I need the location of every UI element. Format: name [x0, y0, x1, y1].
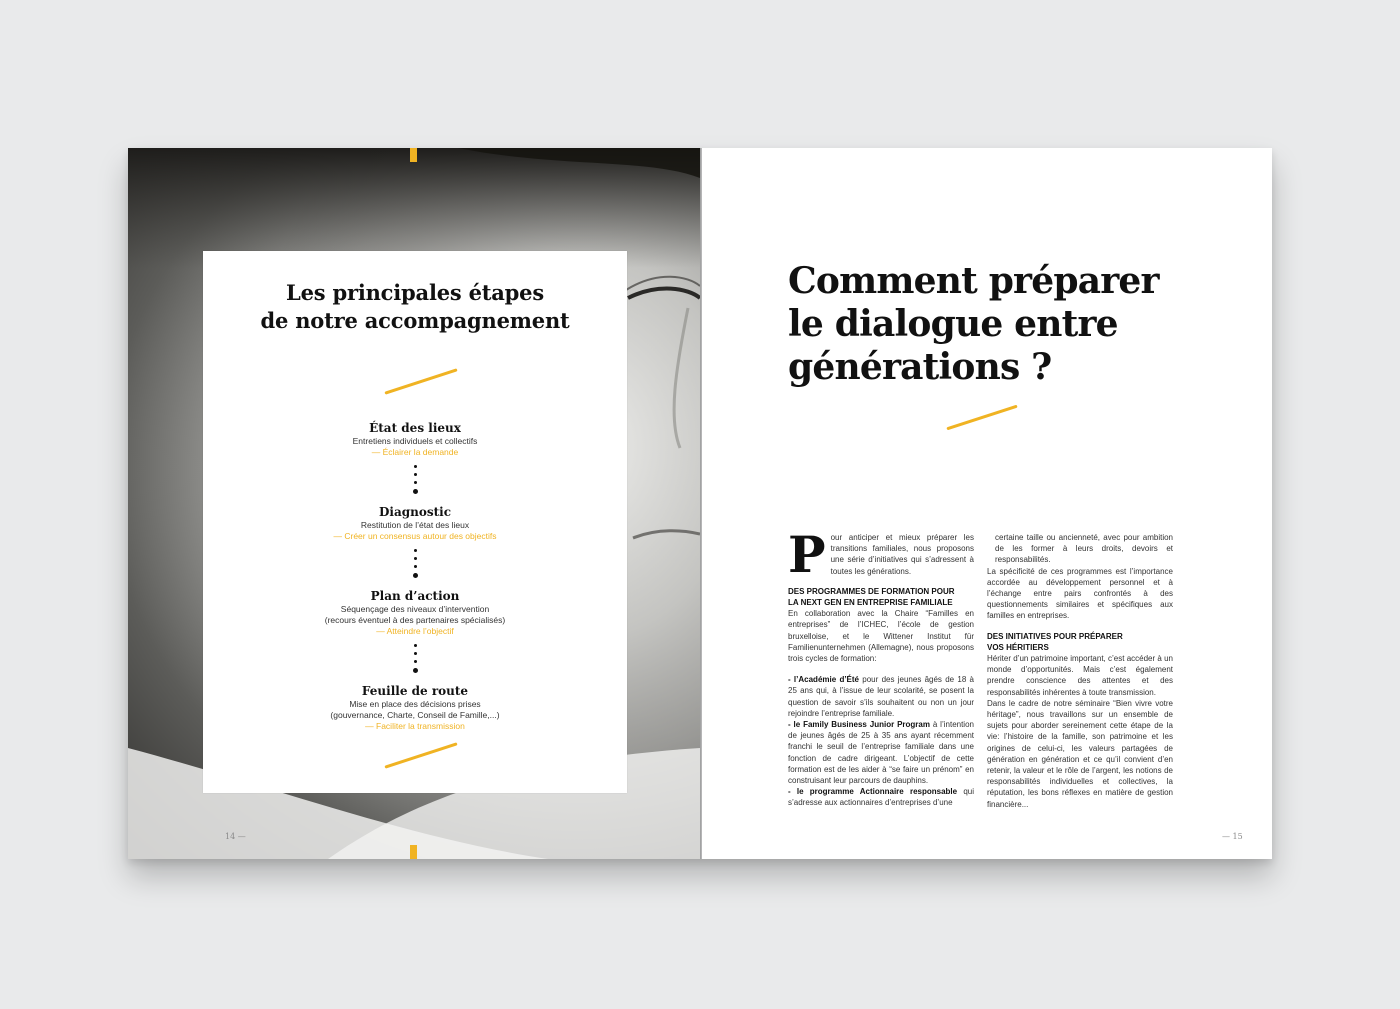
- step-feuille-de-route: Feuille de route Mise en place des décisions prises (gouvernance, Charte, Conseil de Famille,...) — Faciliter la transmission: [330, 684, 500, 731]
- page-number-left: 14 —: [225, 832, 246, 841]
- magazine-spread: [128, 148, 1272, 859]
- step-connector-3: [413, 644, 417, 673]
- section-heading-heritiers: DES INITIATIVES POUR PRÉPARER VOS HÉRITIERS: [987, 631, 1123, 652]
- text-column-1: [788, 525, 974, 809]
- accent-line-top: [384, 368, 457, 394]
- bookmark-bottom: [410, 845, 417, 859]
- steps-card: [203, 251, 627, 793]
- step-etat-des-lieux: État des lieux Entretiens individuels et collectifs — Éclairer la demande: [352, 421, 478, 457]
- program-item-2: - le Family Business Junior Program à l’intention de jeunes âgés de 25 à 35 ans ayant récemment franchi le seuil de l’entreprise familiale dans une fonction de cadre dirigeant. L’objectif de cette formation est de les aider à “se faire un prénom” en construisant leur parcours de dauphins.: [788, 720, 974, 786]
- left-page: [128, 148, 700, 859]
- dropcap: P: [788, 525, 826, 584]
- accent-line-title: [946, 405, 1017, 431]
- page-number-right: — 15: [1222, 832, 1243, 841]
- program-item-3: - le programme Actionnaire responsable qui s’adresse aux actionnaires d’entreprises d’une: [788, 787, 974, 808]
- step-connector-2: [413, 549, 417, 578]
- main-title: Comment préparer le dialogue entre générations ?: [788, 260, 1159, 388]
- accent-line-bottom: [384, 742, 457, 768]
- heritage-paragraph: Hériter d’un patrimoine important, c’est accéder à un monde d’opportunités. Mais c’est également prendre conscience des attentes et des responsabilités inhérentes à toute transmission.: [987, 654, 1173, 697]
- specificity-paragraph: La spécificité de ces programmes est l’importance accordée au développement personnel et à l’échange entre pairs confrontés à des questionnements similaires et spécifiques aux familles en entreprises.: [987, 566, 1173, 621]
- bookmark-top: [410, 148, 417, 162]
- section-heading-formation: DES PROGRAMMES DE FORMATION POUR LA NEXT GEN EN ENTREPRISE FAMILIALE: [788, 586, 955, 608]
- step-plan-action: Plan d’action Séquençage des niveaux d’intervention (recours éventuel à des partenaires spécialisés) — Atteindre l’objectif: [324, 589, 506, 636]
- seminar-paragraph: Dans le cadre de notre séminaire “Bien vivre votre héritage”, nous travaillons sur un ensemble de sujets pour aborder sereinement cette étape de la vie: l’histoire de la famille, son patrimoine et les origines de celui-ci, les valeurs partagées de génération en génération et ce qu’il convient d’en retenir, la valeur et le rôle de l’argent, les notions de responsabilités individuelles et collectives, la réputation, les bons réflexes en matière de gestion financière...: [987, 698, 1173, 809]
- program-item-1: - l’Académie d’Été pour des jeunes âgés de 18 à 25 ans qui, à l’issue de leur scolarité, se posent la question de savoir s’ils souhaitent ou non un jour rejoindre l’entreprise familiale.: [788, 675, 974, 718]
- continued-paragraph: certaine taille ou ancienneté, avec pour ambition de les former à leurs droits, devoirs et responsabilités.: [995, 533, 1173, 565]
- intro-paragraph: Pour anticiper et mieux préparer les transitions familiales, nous proposons une série d’initiatives qui s’adressent à toutes les générations.: [788, 525, 974, 584]
- formation-paragraph: En collaboration avec la Chaire “Familles en entreprises” de l’ICHEC, l’école de gestion bruxelloise, et le Wittener Institut für Familienunternehmen (Allemagne), nous proposons trois cycles de formation:: [788, 609, 974, 664]
- card-title: Les principales étapes de notre accompagnement: [260, 280, 570, 333]
- text-column-2: [987, 532, 1173, 810]
- step-diagnostic: Diagnostic Restitution de l’état des lieux — Créer un consensus autour des objectifs: [333, 505, 497, 541]
- right-page: [702, 148, 1272, 859]
- step-connector-1: [413, 465, 417, 494]
